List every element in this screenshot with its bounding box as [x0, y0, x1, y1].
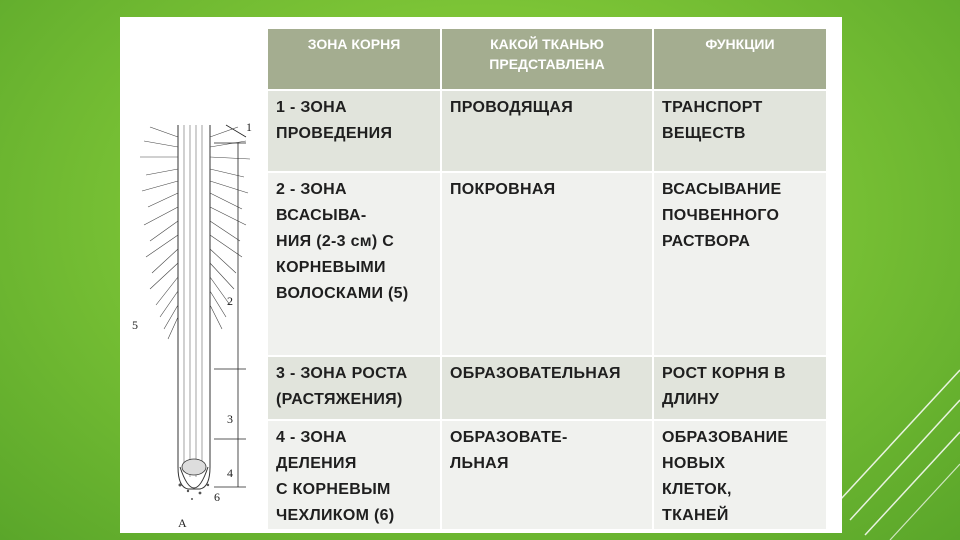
cell-function: ВСАСЫВАНИЕ ПОЧВЕННОГО РАСТВОРА: [653, 172, 827, 356]
table-row: [267, 420, 827, 530]
header-function: ФУНКЦИИ: [653, 28, 827, 90]
cell-zone: 1 - ЗОНА ПРОВЕДЕНИЯ: [267, 90, 441, 172]
cell-zone: 4 - ЗОНА ДЕЛЕНИЯ С КОРНЕВЫМ ЧЕХЛИКОМ (6): [267, 420, 441, 530]
cell-tissue: ОБРАЗОВАТЕ- ЛЬНАЯ: [441, 420, 653, 530]
root-zones-diagram: [130, 117, 266, 531]
diagram-label-5: 5: [132, 318, 138, 332]
diagram-label-4: 4: [227, 466, 233, 480]
header-zone: ЗОНА КОРНЯ: [267, 28, 441, 90]
cell-tissue: ОБРАЗОВАТЕЛЬНАЯ: [441, 356, 653, 420]
slide: [120, 17, 842, 533]
cell-zone: 2 - ЗОНА ВСАСЫВА- НИЯ (2-3 см) С КОРНЕВЫМИ ВОЛОСКАМИ (5): [267, 172, 441, 356]
cell-tissue: ПОКРОВНАЯ: [441, 172, 653, 356]
table-row: [267, 172, 827, 356]
diagram-label-2: 2: [227, 294, 233, 308]
cell-function: ОБРАЗОВАНИЕ НОВЫХ КЛЕТОК, ТКАНЕЙ: [653, 420, 827, 530]
cell-zone: 3 - ЗОНА РОСТА (РАСТЯЖЕНИЯ): [267, 356, 441, 420]
diagram-label-3: 3: [227, 412, 233, 426]
table-row: [267, 90, 827, 172]
header-tissue: КАКОЙ ТКАНЬЮ ПРЕДСТАВЛЕНА: [441, 28, 653, 90]
root-zones-table: [266, 27, 828, 531]
table-header-row: [267, 28, 827, 90]
cell-function: РОСТ КОРНЯ В ДЛИНУ: [653, 356, 827, 420]
cell-tissue: ПРОВОДЯЩАЯ: [441, 90, 653, 172]
diagram-label-6: 6: [214, 490, 220, 504]
table-row: [267, 356, 827, 420]
diagram-label-1: 1: [246, 120, 252, 134]
diagram-figure-label: А: [178, 516, 187, 530]
cell-function: ТРАНСПОРТ ВЕЩЕСТВ: [653, 90, 827, 172]
